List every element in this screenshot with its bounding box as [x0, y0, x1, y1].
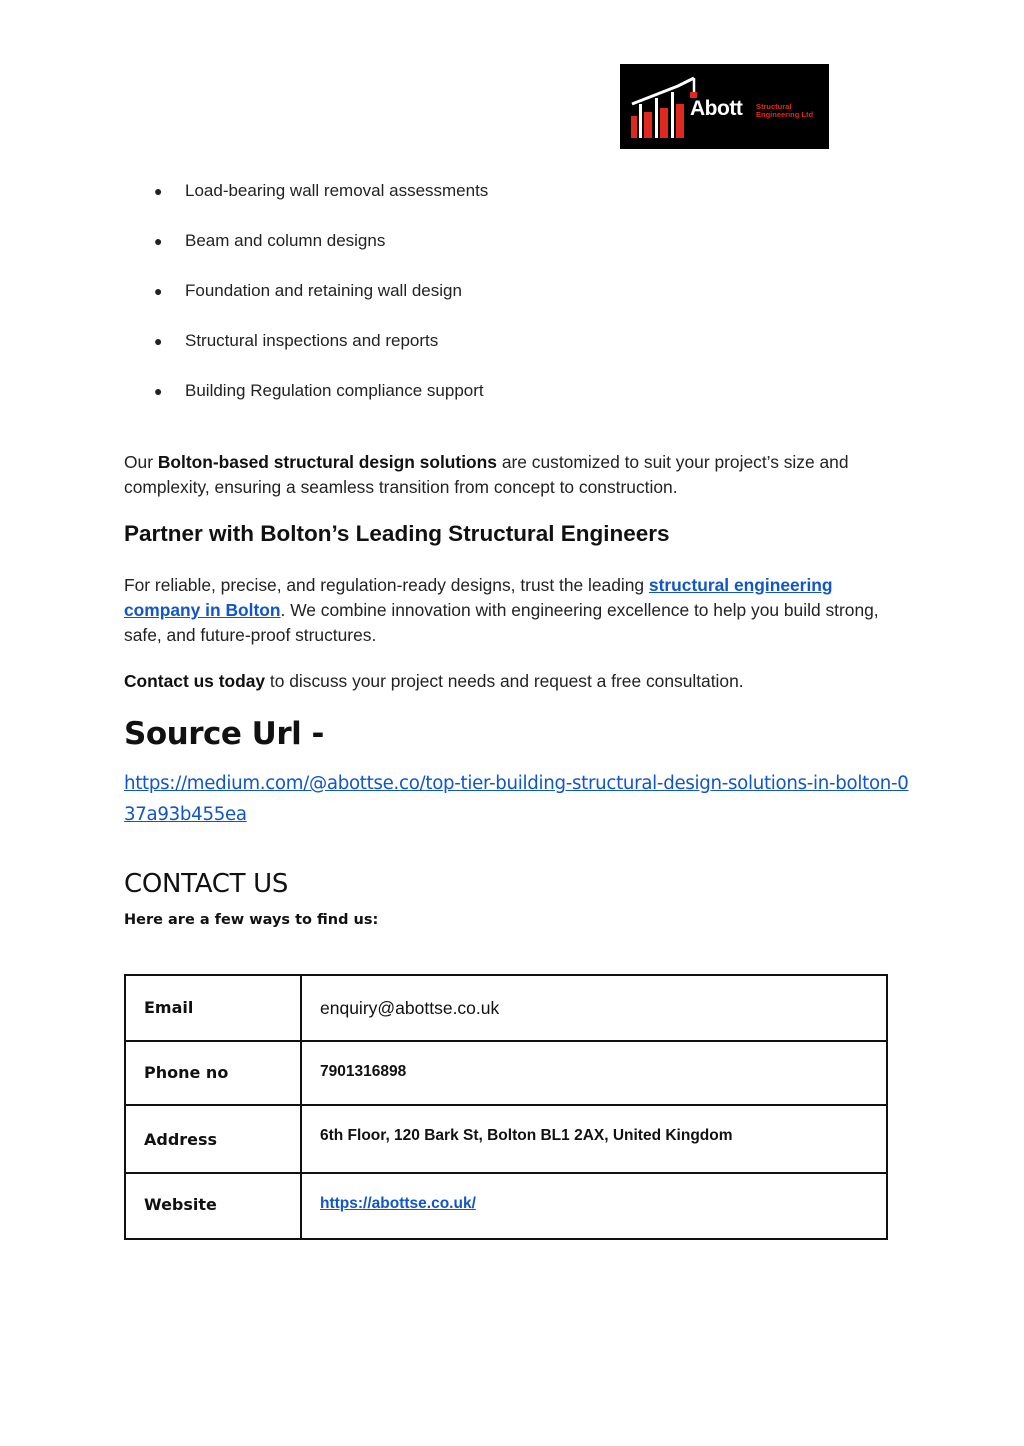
engineering-company-link[interactable]: structural engineering company in Bolton [124, 575, 833, 620]
contact-key-website: Website [125, 1173, 301, 1239]
contact-cta-suffix: to discuss your project needs and request a free consultation. [265, 671, 744, 691]
table-row [125, 1105, 887, 1173]
logo-subtitle: Structural Engineering Ltd [756, 102, 814, 119]
list-item-text: Beam and column designs [185, 231, 386, 250]
source-url-link[interactable]: https://medium.com/@abottse.co/top-tier-building-structural-design-solutions-in-bolton-037a93b455ea [124, 773, 909, 825]
bullet-icon: ● [154, 283, 163, 299]
partner-heading: Partner with Bolton’s Leading Structural Engineers [124, 521, 670, 546]
bullet-icon: ● [154, 383, 163, 399]
list-item [124, 180, 488, 230]
contact-value-email: enquiry@abottse.co.uk [301, 975, 887, 1041]
list-item-text: Structural inspections and reports [185, 331, 439, 350]
list-item [124, 380, 488, 430]
company-logo [620, 64, 829, 149]
intro-bold: Bolton-based structural design solutions [157, 452, 497, 472]
partner-suffix: . We combine innovation with engineering excellence to help you build strong, safe, and future-proof structures. [124, 600, 879, 645]
list-item [124, 230, 488, 280]
table-row [125, 1173, 887, 1239]
list-item-text: Building Regulation compliance support [185, 381, 484, 400]
list-item-text: Load-bearing wall removal assessments [185, 181, 489, 200]
contact-key-address: Address [125, 1105, 301, 1173]
contact-value-phone: 7901316898 [301, 1041, 887, 1105]
contact-title: CONTACT US [124, 869, 289, 899]
bullet-icon: ● [154, 233, 163, 249]
contact-cta-paragraph [124, 669, 904, 694]
intro-prefix: Our [124, 452, 158, 472]
contact-value-address: 6th Floor, 120 Bark St, Bolton BL1 2AX, United Kingdom [301, 1105, 887, 1173]
list-item-text: Foundation and retaining wall design [185, 281, 462, 300]
list-item [124, 280, 488, 330]
intro-suffix: are customized to suit your project’s size and complexity, ensuring a seamless transition from concept to construction. [124, 452, 849, 497]
partner-paragraph [124, 573, 904, 648]
partner-prefix: For reliable, precise, and regulation-ready designs, trust the leading [124, 575, 649, 595]
intro-paragraph [124, 450, 904, 500]
contact-table [124, 974, 888, 1240]
source-url-title: Source Url - [124, 716, 324, 752]
table-row [125, 975, 887, 1041]
contact-key-email: Email [125, 975, 301, 1041]
logo-wordmark: Abott [690, 97, 743, 120]
contact-subtitle: Here are a few ways to find us: [124, 912, 379, 928]
contact-key-phone: Phone no [125, 1041, 301, 1105]
table-row [125, 1041, 887, 1105]
contact-value-website-cell [301, 1173, 887, 1239]
list-item [124, 330, 488, 380]
bullet-icon: ● [154, 183, 163, 199]
services-list [124, 180, 488, 430]
bullet-icon: ● [154, 333, 163, 349]
website-link[interactable]: https://abottse.co.uk/ [320, 1195, 476, 1212]
contact-cta-bold: Contact us today [124, 671, 266, 691]
